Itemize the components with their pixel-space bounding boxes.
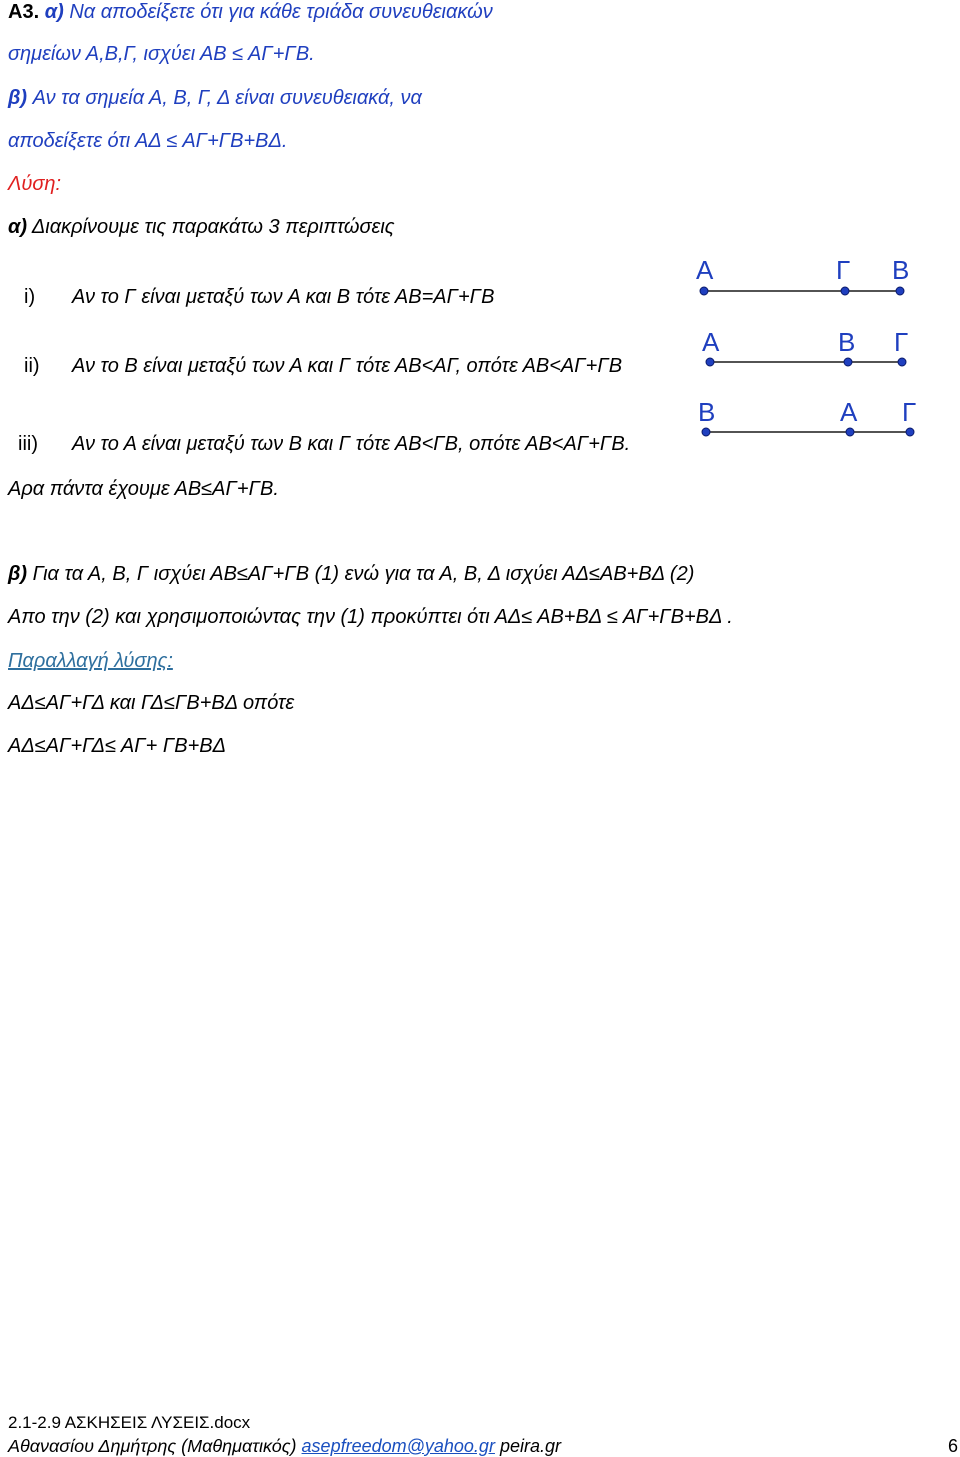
point-label-iii-3: Γ — [902, 397, 917, 427]
solution-a-intro — [8, 215, 395, 239]
point-label-iii-1: Β — [698, 397, 716, 427]
case-text-iii: Αν το Α είναι μεταξύ των Β και Γ τότε ΑΒ<ΓΒ, οπότε ΑΒ<ΑΓ+ΓΒ. — [72, 433, 631, 455]
alt-solution-heading: Παραλλαγή λύσης: — [8, 650, 173, 672]
case-label-ii: ii) — [24, 355, 40, 377]
segment-diagram-iii — [690, 398, 930, 448]
problem-line-2: σημείων Α,Β,Γ, ισχύει ΑΒ ≤ ΑΓ+ΓΒ. — [8, 43, 315, 65]
point-label-ii-3: Γ — [894, 327, 909, 357]
case-label-i: i) — [24, 286, 36, 308]
part-a-text: Να αποδείξετε ότι για κάθε τριάδα συνευθειακών — [69, 1, 493, 23]
part-b-text: Αν τα σημεία Α, Β, Γ, Δ είναι συνευθειακά, να — [32, 87, 422, 109]
case-text-i: Αν το Γ είναι μεταξύ των Α και Β τότε ΑΒ=ΑΓ+ΓΒ — [72, 286, 495, 308]
part-b-label: β) — [8, 87, 28, 109]
point-label-ii-1: Α — [702, 327, 720, 357]
solution-b-line-2: Απο την (2) και χρησιμοποιώντας την (1) προκύπτει ότι ΑΔ≤ ΑΒ+ΒΔ ≤ ΑΓ+ΓΒ+ΒΔ . — [8, 606, 733, 628]
page-number: 6 — [947, 1436, 958, 1456]
case-text-ii: Αν το Β είναι μεταξύ των Α και Γ τότε ΑΒ<ΑΓ, οπότε ΑΒ<ΑΓ+ΓΒ — [72, 355, 623, 377]
problem-line-3 — [8, 86, 422, 110]
segment-line-iii — [690, 398, 930, 448]
solution-b-line-1 — [8, 562, 694, 586]
footer-filename: 2.1-2.9 ΑΣΚΗΣΕΙΣ ΛΥΣΕΙΣ.docx — [8, 1413, 251, 1432]
case-label-iii: iii) — [18, 433, 38, 455]
point-label-ii-2: Β — [838, 327, 856, 357]
solution-b-label: β) — [8, 563, 28, 585]
problem-line-1 — [8, 0, 493, 24]
point-label-i-1: Α — [696, 255, 714, 285]
alt-solution-line-1: ΑΔ≤ΑΓ+ΓΔ και ΓΔ≤ΓΒ+ΒΔ οπότε — [8, 692, 295, 714]
alt-solution-line-2: ΑΔ≤ΑΓ+ΓΔ≤ ΑΓ+ ΓΒ+ΒΔ — [8, 735, 227, 757]
solution-a-intro-text: Διακρίνουμε τις παρακάτω 3 περιπτώσεις — [31, 216, 395, 238]
point-label-i-3: Β — [892, 255, 910, 285]
solution-heading: Λύση: — [8, 173, 62, 195]
solution-a-label: α) — [8, 216, 28, 238]
segment-diagram-i — [690, 255, 930, 308]
point-label-iii-2: Α — [840, 397, 858, 427]
footer-email-link[interactable]: asepfreedom@yahoo.gr — [301, 1436, 495, 1456]
problem-number: Α3. — [8, 1, 40, 23]
segment-diagram-ii — [690, 328, 930, 378]
point-label-i-2: Γ — [836, 255, 851, 285]
solution-b-line-1-text: Για τα Α, Β, Γ ισχύει ΑΒ≤ΑΓ+ΓΒ (1) ενώ για τα Α, Β, Δ ισχύει ΑΔ≤ΑΒ+ΒΔ (2) — [32, 563, 695, 585]
footer-author: Αθανασίου Δημήτρης (Μαθηματικός) — [8, 1436, 297, 1456]
footer-author-line — [8, 1435, 561, 1457]
solution-a-conclusion: Αρα πάντα έχουμε ΑΒ≤ΑΓ+ΓΒ. — [8, 478, 279, 500]
part-a-label: α) — [44, 1, 64, 23]
footer-site: peira.gr — [499, 1436, 561, 1456]
problem-line-4: αποδείξετε ότι ΑΔ ≤ ΑΓ+ΓΒ+ΒΔ. — [8, 130, 288, 152]
